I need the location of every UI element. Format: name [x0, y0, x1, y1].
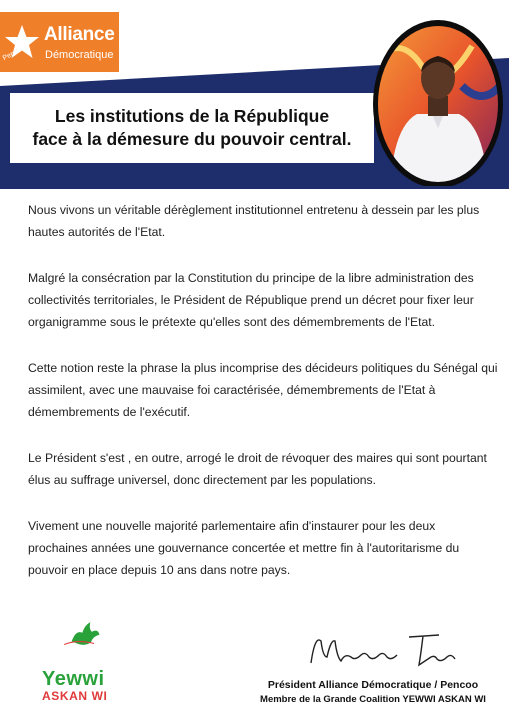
logo-sub-text: Démocratique [45, 49, 114, 61]
letter-body [28, 199, 498, 605]
paragraph-4: Le Président s'est , en outre, arrogé le droit de révoquer des maires qui sont pourtant élus au suffrage universel, donc directement par les populations. [28, 451, 487, 487]
logo-main-text: Alliance [44, 24, 115, 45]
dove-icon [40, 620, 130, 668]
title-box [10, 93, 374, 163]
coalition-name: Yewwi [42, 668, 105, 690]
signatory-membership: Membre de la Grande Coalition YEWWI ASKAN WI [260, 694, 486, 705]
coalition-subname: ASKAN WI [42, 689, 108, 703]
paragraph-3: Cette notion reste la phrase la plus incomprise des décideurs politiques du Sénégal qui assimilent, avec une mauvaise foi caractérisée, démembrements de l'Etat à démembrements de l'exécutif. [28, 361, 498, 419]
paragraph-2: Malgré la consécration par la Constitution du principe de la libre administration des collectivités territoriales, le Président de République prend un décret pour fixer leur organigramme sous le prétexte qu'elles sont des démembrements de l'Etat. [28, 271, 474, 329]
portrait-photo [372, 16, 504, 186]
alliance-democratique-logo [0, 12, 119, 72]
paragraph-5: Vivement une nouvelle majorité parlementaire afin d'instaurer pour les deux prochaines années une gouvernance concertée et mettre fin à l'autoritarisme du pouvoir en place depuis 10 ans dans notre pays. [28, 519, 460, 577]
title-line-1: Les institutions de la République [54, 106, 330, 126]
paragraph-1: Nous vivons un véritable dérèglement institutionnel entretenu à dessein par les plus hautes autorités de l'Etat. [28, 203, 480, 239]
signatory-role: Président Alliance Démocratique / Pencoo [267, 679, 479, 691]
page-title [10, 105, 374, 151]
handwritten-signature [305, 627, 465, 673]
logo-tag: Pencoo [1, 44, 27, 63]
title-line-2: face à la démesure du pouvoir central. [32, 129, 352, 149]
